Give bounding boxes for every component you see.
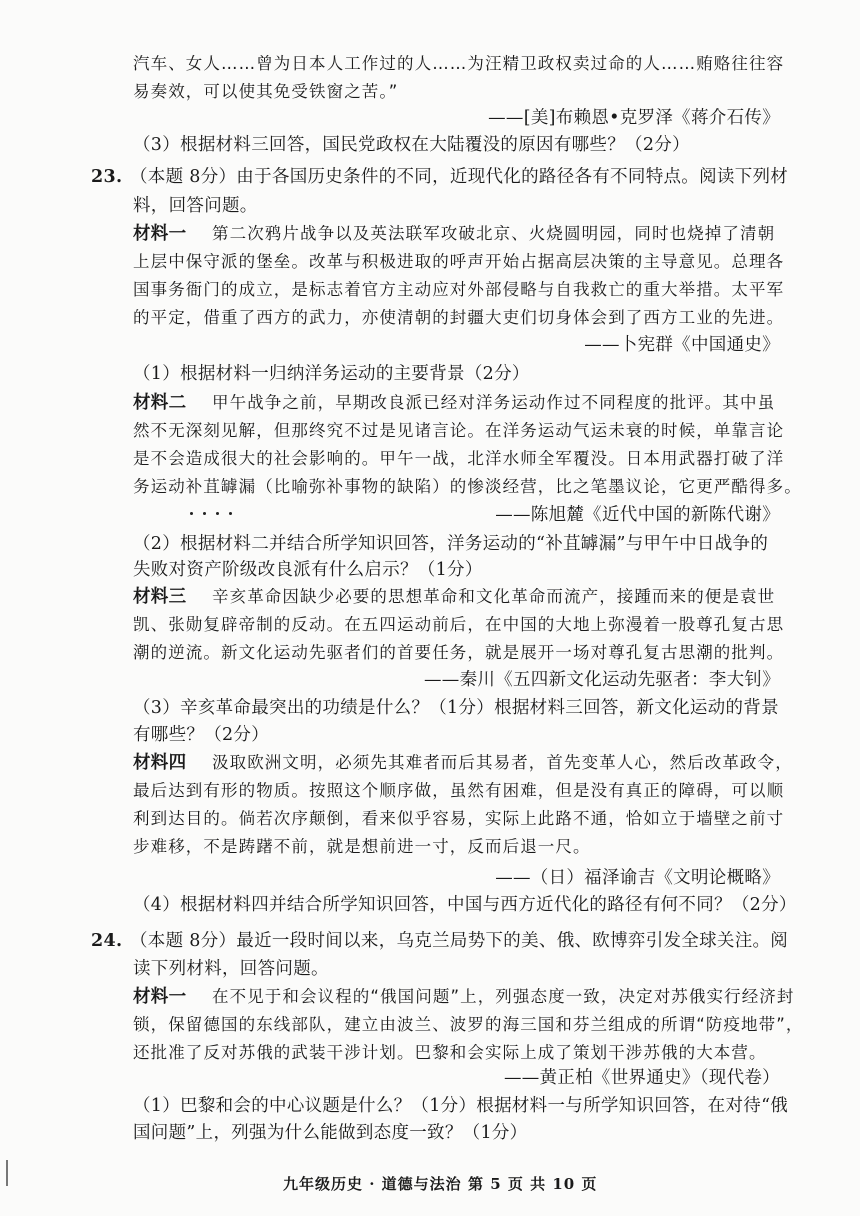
- question-23-2: （2）根据材料二并结合所学知识回答，洋务运动的“补苴罅漏”与甲午中日战争的: [133, 534, 769, 554]
- source-citation: ——卜宪群《中国通史》: [584, 335, 780, 355]
- question-24-1: 国问题”上，列强为什么能做到态度一致？（1分）: [133, 1123, 528, 1143]
- material-text: 然不无深刻见解，但那终究不过是见诸言论。在洋务运动气运未衰的时候，单靠言论: [133, 421, 785, 440]
- scan-margin-mark: [6, 1160, 8, 1186]
- source-citation: ——（日）福泽谕吉《文明论概略》: [495, 868, 780, 888]
- question-24-1: （1）巴黎和会的中心议题是什么？（1分）根据材料一与所学知识回答，在对待“俄: [133, 1096, 789, 1116]
- material-label: 材料四: [133, 753, 187, 773]
- material-text: 步难移，不是踌躇不前，就是想前进一寸，反而后退一尺。: [133, 837, 591, 856]
- material-label: 材料一: [133, 987, 187, 1007]
- material-text: 甲午战争之前，早期改良派已经对洋务运动作过不同程度的批评。其中虽: [212, 393, 776, 412]
- material-text: 辛亥革命因缺少必要的思想革命和文化革命而流产，接踵而来的便是袁世: [212, 587, 776, 606]
- material-text: 在不见于和会议程的“俄国问题”上，列强态度一致，决定对苏俄实行经济封: [212, 987, 795, 1006]
- question-22-3: （3）根据材料三回答，国民党政权在大陆覆没的原因有哪些？（2分）: [133, 135, 690, 155]
- question-23-intro: （本题 8分）由于各国历史条件的不同，近现代化的路径各有不同特点。阅读下列材: [130, 167, 789, 187]
- material-text: 是不会造成很大的社会影响的。甲午一战，北洋水师全军覆没。日本用武器打破了洋: [133, 449, 785, 468]
- source-citation: ——秦川《五四新文化运动先驱者：李大钊》: [424, 670, 780, 690]
- question-23-1: （1）根据材料一归纳洋务运动的主要背景（2分）: [133, 364, 530, 384]
- question-24-intro: （本题 8分）最近一段时间以来，乌克兰局势下的美、俄、欧博弈引发全球关注。阅: [130, 931, 789, 951]
- material-text: 利到达目的。倘若次序颠倒，看来似乎容易，实际上此路不通，恰如立于墙壁之前寸: [133, 809, 785, 828]
- question-23-4: （4）根据材料四并结合所学知识回答，中国与西方近代化的路径有何不同？（2分）: [133, 895, 797, 915]
- question-23-intro: 料，回答问题。: [133, 196, 258, 216]
- question-23-2: 失败对资产阶级改良派有什么启示？（1分）: [133, 560, 483, 580]
- material-text: 锁，保留德国的东线部队，建立由波兰、波罗的海三国和芬兰组成的所谓“防疫地带”，: [133, 1015, 804, 1034]
- source-citation: ——黄正柏《世界通史》（现代卷）: [503, 1068, 780, 1088]
- material-text: 最后达到有形的物质。按照这个顺序做，虽然有困难，但是没有真正的障碍，可以顺: [133, 781, 785, 800]
- source-citation: ——陈旭麓《近代中国的新陈代谢》: [495, 505, 780, 525]
- material-label: 材料二: [133, 393, 187, 413]
- material-text: 务运动补苴罅漏（比喻弥补事物的缺陷）的惨淡经营，比之笔墨议论，它更严酷得多。: [133, 477, 802, 496]
- source-citation: ——[美]布赖恩•克罗泽《蒋介石传》: [488, 108, 780, 128]
- question-24-intro: 读下列材料，回答问题。: [133, 959, 329, 979]
- material-text: 还批准了反对苏俄的武装干涉计划。巴黎和会实际上成了策划干涉苏俄的大本营。: [133, 1043, 767, 1062]
- material-text: 凯、张勋复辟帝制的反动。在五四运动前后，在中国的大地上弥漫着一股尊孔复古思: [133, 615, 785, 634]
- emphasis-dots: [190, 500, 242, 504]
- material-label: 材料一: [133, 224, 187, 244]
- material-text: 潮的逆流。新文化运动先驱者们的首要任务，就是展开一场对尊孔复古思潮的批判。: [133, 643, 785, 662]
- footer-page-number: 第 5 页 共 10 页: [468, 1175, 598, 1193]
- material-text: 国事务衙门的成立，是标志着官方主动应对外部侵略与自我救亡的重大举措。太平军: [133, 280, 785, 299]
- question-23-3: （3）辛亥革命最突出的功绩是什么？（1分）根据材料三回答，新文化运动的背景: [133, 698, 779, 718]
- material-text: 的平定，借重了西方的武力，亦使清朝的封疆大吏们切身体会到了西方工业的先进。: [133, 308, 785, 327]
- text-line: 汽车、女人……曾为日本人工作过的人……为汪精卫政权卖过命的人……贿赂往往容: [133, 54, 785, 73]
- footer-subject: 九年级历史 · 道德与法治: [283, 1175, 462, 1193]
- question-23-3: 有哪些？（2分）: [133, 725, 270, 745]
- text-line: 易奏效，可以使其免受铁窗之苦。”: [133, 82, 399, 101]
- material-text: 汲取欧洲文明，必须先其难者而后其易者，首先变革人心，然后改革政令，: [212, 753, 793, 772]
- question-number-24: 24.: [91, 931, 123, 951]
- material-text: 第二次鸦片战争以及英法联军攻破北京、火烧圆明园，同时也烧掉了清朝: [212, 224, 776, 243]
- material-label: 材料三: [133, 587, 187, 607]
- material-text: 上层中保守派的堡垒。改革与积极进取的呼声开始占据高层决策的主导意见。总理各: [133, 252, 785, 271]
- question-number-23: 23.: [91, 167, 123, 187]
